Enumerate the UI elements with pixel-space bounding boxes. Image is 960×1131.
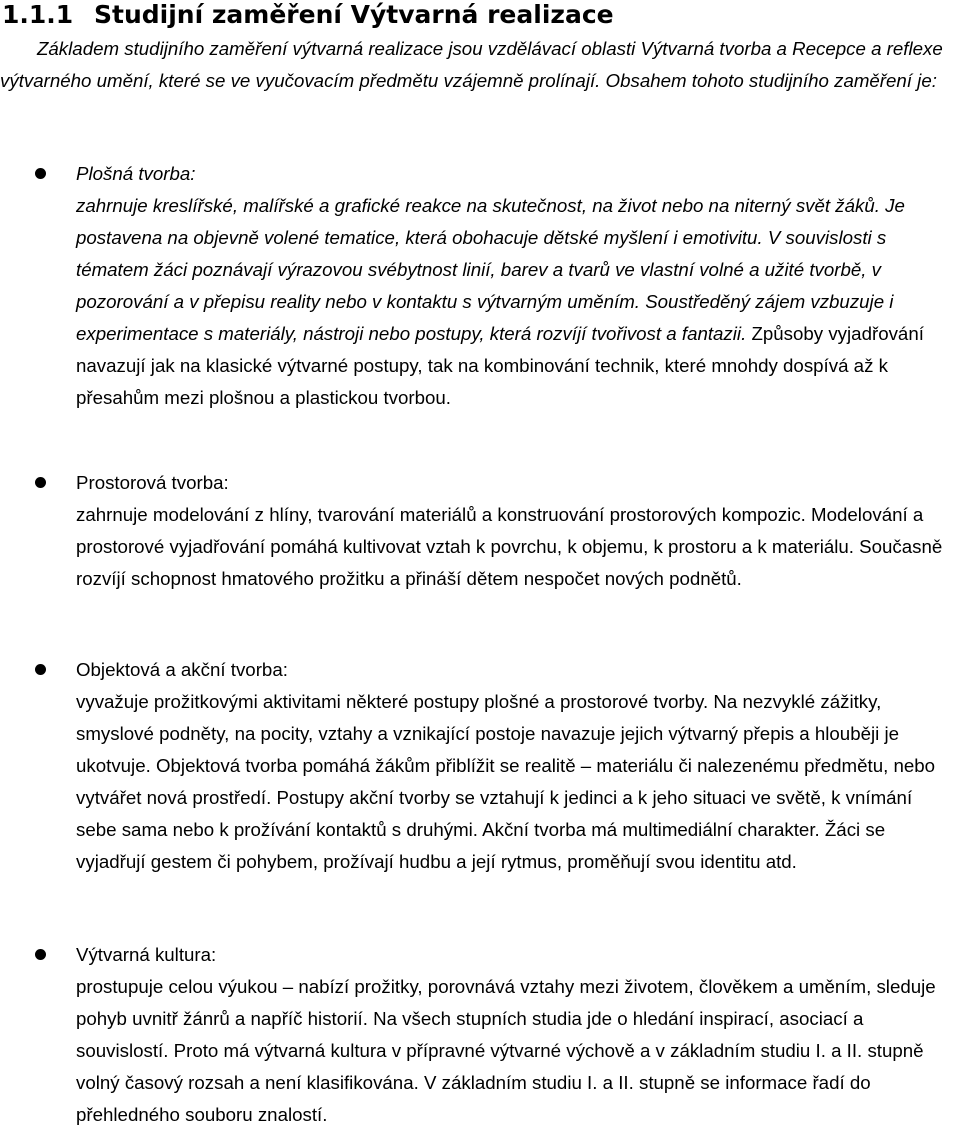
- item-body-regular: Způsoby vyjadřování navazují jak na klasické výtvarné postupy, tak na kombinování technik, které mnohdy dospívá až k přesahům mezi plošnou a plastickou tvorbou.: [76, 323, 924, 408]
- item-body: [76, 190, 956, 414]
- section-number: 1.1.1: [2, 0, 74, 29]
- item-body-regular: prostupuje celou výukou – nabízí prožitky, porovnává vztahy mezi životem, člověkem a uměním, sleduje pohyb uvnitř žánrů a napříč historií. Na všech stupních studia jde o hledání inspirací, asociací a souvislostí. Proto má výtvarná kultura v přípravné výtvarné výchově a v základním studiu I. a II. stupně volný časový rozsah a není klasifikována. V základním studiu I. a II. stupně se informace řadí do přehledného souboru znalostí.: [76, 976, 936, 1125]
- bullet-icon: [35, 664, 46, 675]
- item-title: Výtvarná kultura:: [76, 944, 217, 965]
- item-body: [76, 686, 956, 878]
- item-body: [76, 499, 956, 595]
- item-body-regular: vyvažuje prožitkovými aktivitami některé postupy plošné a prostorové tvorby. Na nezvyklé zážitky, smyslové podněty, na pocity, vztahy a vznikající postoje navazuje jejich výtvarný přepis a hlouběji je ukotvuje. Objektová tvorba pomáhá žákům přiblížit se realitě – materiálu či nalezenému předmětu, nebo vytvářet nová prostředí. Postupy akční tvorby se vztahují k jedinci a k jeho situaci ve světě, k vnímání sebe sama nebo k prožívání kontaktů s druhými. Akční tvorba má multimediální charakter. Žáci se vyjadřují gestem či pohybem, prožívají hudbu a její rytmus, proměňují svou identitu atd.: [76, 691, 936, 872]
- item-title: Objektová a akční tvorba:: [76, 659, 288, 680]
- item-body: [76, 971, 956, 1131]
- bullet-icon: [35, 949, 46, 960]
- item-title: Plošná tvorba:: [76, 163, 196, 184]
- item-body-italic: zahrnuje kreslířské, malířské a grafické reakce na skutečnost, na život nebo na niterný svět žáků. Je postavena na objevně volené tematice, která obohacuje dětské myšlení i emotivitu. V souvislosti s tématem žáci poznávají výrazovou svébytnost linií, barev a tvarů ve vlastní volné a užité tvorbě, v pozorování a v přepisu reality nebo v kontaktu s výtvarným uměním. Soustředěný zájem vzbuzuje i experimentace s materiály, nástroji nebo postupy, která rozvíjí tvořivost a fantazii.: [76, 195, 905, 344]
- bullet-icon: [35, 477, 46, 488]
- bullet-icon: [35, 168, 46, 179]
- section-title: Studijní zaměření Výtvarná realizace: [94, 0, 614, 29]
- intro-paragraph: Základem studijního zaměření výtvarná realizace jsou vzdělávací oblasti Výtvarná tvorba a Recepce a reflexe výtvarného umění, které se ve vyučovacím předmětu vzájemně prolínají. Obsahem tohoto studijního zaměření je:: [0, 38, 943, 91]
- item-title: Prostorová tvorba:: [76, 472, 229, 493]
- section-heading: [2, 0, 614, 30]
- item-body-regular: zahrnuje modelování z hlíny, tvarování materiálů a konstruování prostorových kompozic. Modelování a prostorové vyjadřování pomáhá kultivovat vztah k povrchu, k objemu, k prostoru a k materiálu. Současně rozvíjí schopnost hmatového prožitku a přináší dětem nespočet nových podnětů.: [76, 504, 943, 589]
